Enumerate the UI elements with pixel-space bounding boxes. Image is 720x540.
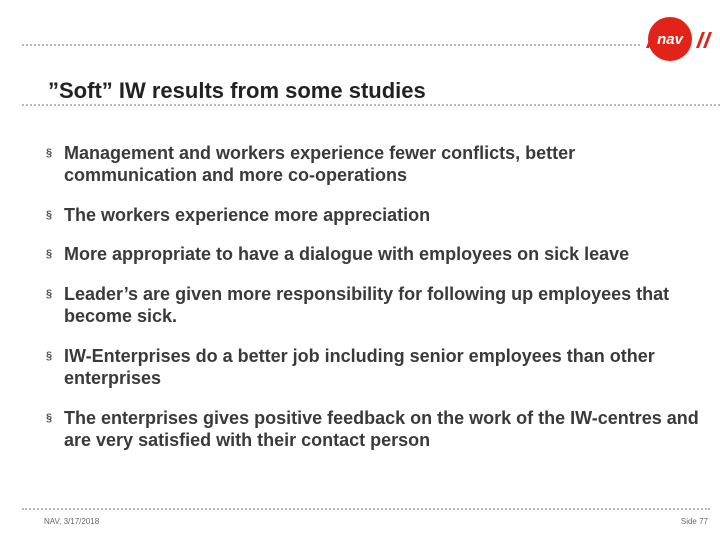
bullet-text: The enterprises gives positive feedback on the work of the IW-centres and are very satisfied with their contact person bbox=[64, 408, 699, 450]
nav-logo-text: nav bbox=[657, 31, 683, 48]
bullet-text: IW-Enterprises do a better job including senior employees than other enterprises bbox=[64, 346, 655, 388]
footer-dotted-divider bbox=[22, 508, 710, 510]
bullet-marker: § bbox=[46, 288, 53, 300]
bullet-item bbox=[44, 204, 704, 226]
bullet-marker: § bbox=[46, 209, 53, 221]
bullet-marker: § bbox=[46, 248, 53, 260]
bullet-text: Management and workers experience fewer conflicts, better communication and more co-operations bbox=[64, 143, 576, 185]
bullet-item bbox=[44, 345, 704, 389]
slide-title: ”Soft” IW results from some studies bbox=[48, 78, 426, 103]
nav-logo bbox=[640, 14, 720, 64]
bullet-text: More appropriate to have a dialogue with employees on sick leave bbox=[64, 244, 630, 264]
bullet-item bbox=[44, 142, 704, 186]
bullet-marker: § bbox=[46, 412, 53, 424]
bullet-marker: § bbox=[46, 350, 53, 362]
nav-logo-slash-right-1 bbox=[696, 32, 705, 48]
bullet-text: The workers experience more appreciation bbox=[64, 205, 431, 225]
bullet-item bbox=[44, 283, 704, 327]
nav-logo-slash-right-2 bbox=[703, 32, 712, 48]
footer-date: NAV, 3/17/2018 bbox=[44, 517, 100, 526]
title-dotted-divider bbox=[22, 104, 720, 106]
top-dotted-divider bbox=[22, 44, 640, 46]
bullet-list bbox=[44, 142, 704, 451]
bullet-item bbox=[44, 243, 704, 265]
bullet-text: Leader’s are given more responsibility for following up employees that become sick. bbox=[64, 284, 670, 326]
footer-page-number: Side 77 bbox=[680, 517, 708, 526]
bullet-marker: § bbox=[46, 147, 53, 159]
bullet-item bbox=[44, 407, 704, 451]
